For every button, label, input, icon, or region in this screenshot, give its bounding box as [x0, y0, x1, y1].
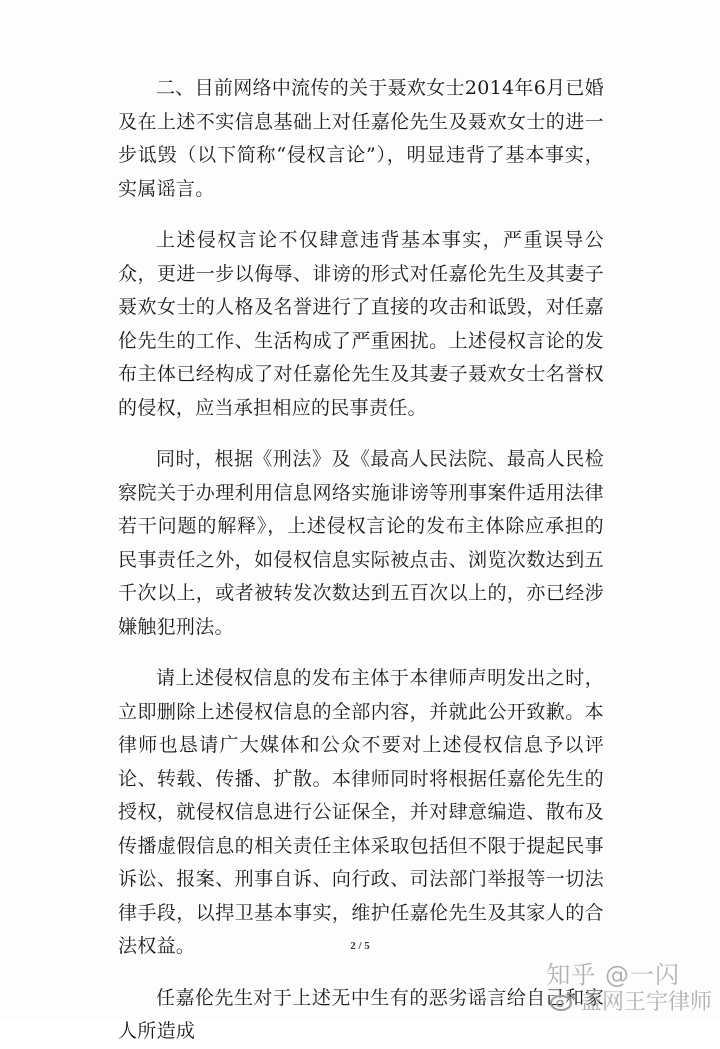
watermark: [546, 947, 720, 1017]
paragraph-2: 上述侵权言论不仅肆意违背基本事实，严重误导公众，更进一步以侮辱、诽谤的形式对任嘉伦先生及其妻子聂欢女士的人格及名誉进行了直接的攻击和诋毁，对任嘉伦先生的工作、生活构成了严重困扰。上述侵权言论的发布主体已经构成了对任嘉伦先生及其妻子聂欢女士名誉权的侵权，应当承担相应的民事责任。: [118, 229, 604, 419]
watermark-weibo: [550, 985, 712, 1016]
watermark-weibo-text: 盖网王宇律师: [579, 990, 712, 1015]
watermark-zhihu-text: 知乎 @一闪: [546, 961, 680, 989]
document-body: [118, 72, 604, 1049]
paragraph-5: 任嘉伦先生对于上述无中生有的恶劣谣言给自己和家人所造成: [118, 986, 604, 1042]
paragraph-4: 请上述侵权信息的发布主体于本律师声明发出之时，立即删除上述侵权信息的全部内容，并就此公开致歉。本律师也恳请广大媒体和公众不要对上述侵权信息予以评论、转载、传播、扩散。本律师同时将根据任嘉伦先生的授权，就侵权信息进行公证保全，并对肆意编造、散布及传播虚假信息的相关责任主体采取包括但不限于提起民事诉讼、报案、刑事自诉、向行政、司法部门举报等一切法律手段，以捍卫基本事实，维护任嘉伦先生及其家人的合法权益。: [118, 667, 604, 957]
paragraph-1: 二、目前网络中流传的关于聂欢女士2014年6月已婚及在上述不实信息基础上对任嘉伦先生及聂欢女士的进一步诋毁（以下简称“侵权言论”），明显违背了基本事实，实属谣言。: [118, 77, 604, 200]
weibo-icon: [550, 991, 576, 1011]
paragraph-3: 同时，根据《刑法》及《最高人民法院、最高人民检察院关于办理利用信息网络实施诽谤等刑事案件适用法律若干问题的解释》，上述侵权言论的发布主体除应承担的民事责任之外，如侵权信息实际被点击、浏览次数达到五千次以上，或者被转发次数达到五百次以上的，亦已经涉嫌触犯刑法。: [118, 448, 604, 638]
page-number: 2 / 5: [350, 940, 370, 952]
